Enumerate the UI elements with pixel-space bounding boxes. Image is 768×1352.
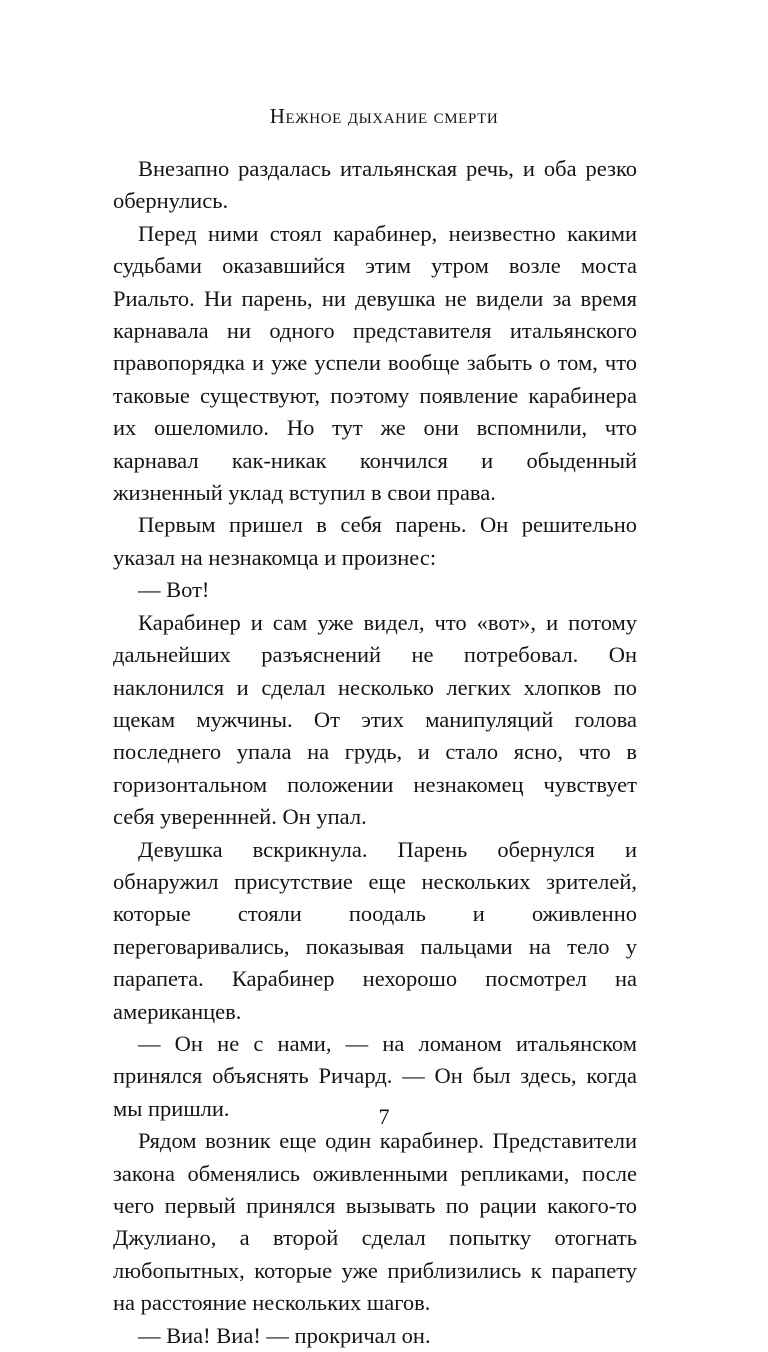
page-number: 7 [378, 1104, 390, 1129]
paragraph-6: Девушка вскрикнула. Парень обернулся и обнаружил присутствие еще нескольких зрителей, которые стояли поодаль и оживленно переговаривались, показывая пальцами на тело у парапета. Карабинер нехорошо посмотрел на американцев. [113, 836, 637, 1024]
paragraph-2: Перед ними стоял карабинер, неизвестно какими судьбами оказавшийся этим утром возле моста Риальто. Ни парень, ни девушка не видели за время карнавала ни одного представителя итальянского правопорядка и уже успели вообще забыть о том, что таковые существуют, поэтому появление карабинера их ошеломило. Но тут же они вспомнили, что карнавал как-никак кончился и обыденный жизненный уклад вступил в свои права. [113, 220, 637, 506]
paragraph-9-dialogue: — Виа! Виа! — прокричал он. [138, 1322, 431, 1348]
paragraph-5: Карабинер и сам уже видел, что «вот», и потому дальнейших разъяснений не потребовал. Он наклонился и сделал несколько легких хлопков по щекам мужчины. От этих манипуляций голова последнего упала на грудь, и стало ясно, что в горизонтальном положении незнакомец чувствует себя увереннней. Он упал. [113, 609, 637, 830]
paragraph-7-dialogue: — Он не с нами, — на ломаном итальянском принялся объяснять Ричард. — Он был здесь, когда мы пришли. [113, 1030, 637, 1121]
paragraph-8: Рядом возник еще один карабинер. Представители закона обменялись оживленными репликами, после чего первый принялся вызывать по рации какого-то Джулиано, а второй сделал попытку отогнать любопытных, которые уже приблизились к парапету на расстояние нескольких шагов. [113, 1128, 637, 1316]
body-text [113, 153, 637, 1352]
paragraph-4-dialogue: — Вот! [138, 577, 210, 603]
running-head: Нежное дыхание смерти [269, 104, 499, 128]
paragraph-3: Первым пришел в себя парень. Он решительно указал на незнакомца и произнес: [113, 512, 637, 570]
paragraph-1: Внезапно раздалась итальянская речь, и оба резко обернулись. [113, 156, 637, 214]
